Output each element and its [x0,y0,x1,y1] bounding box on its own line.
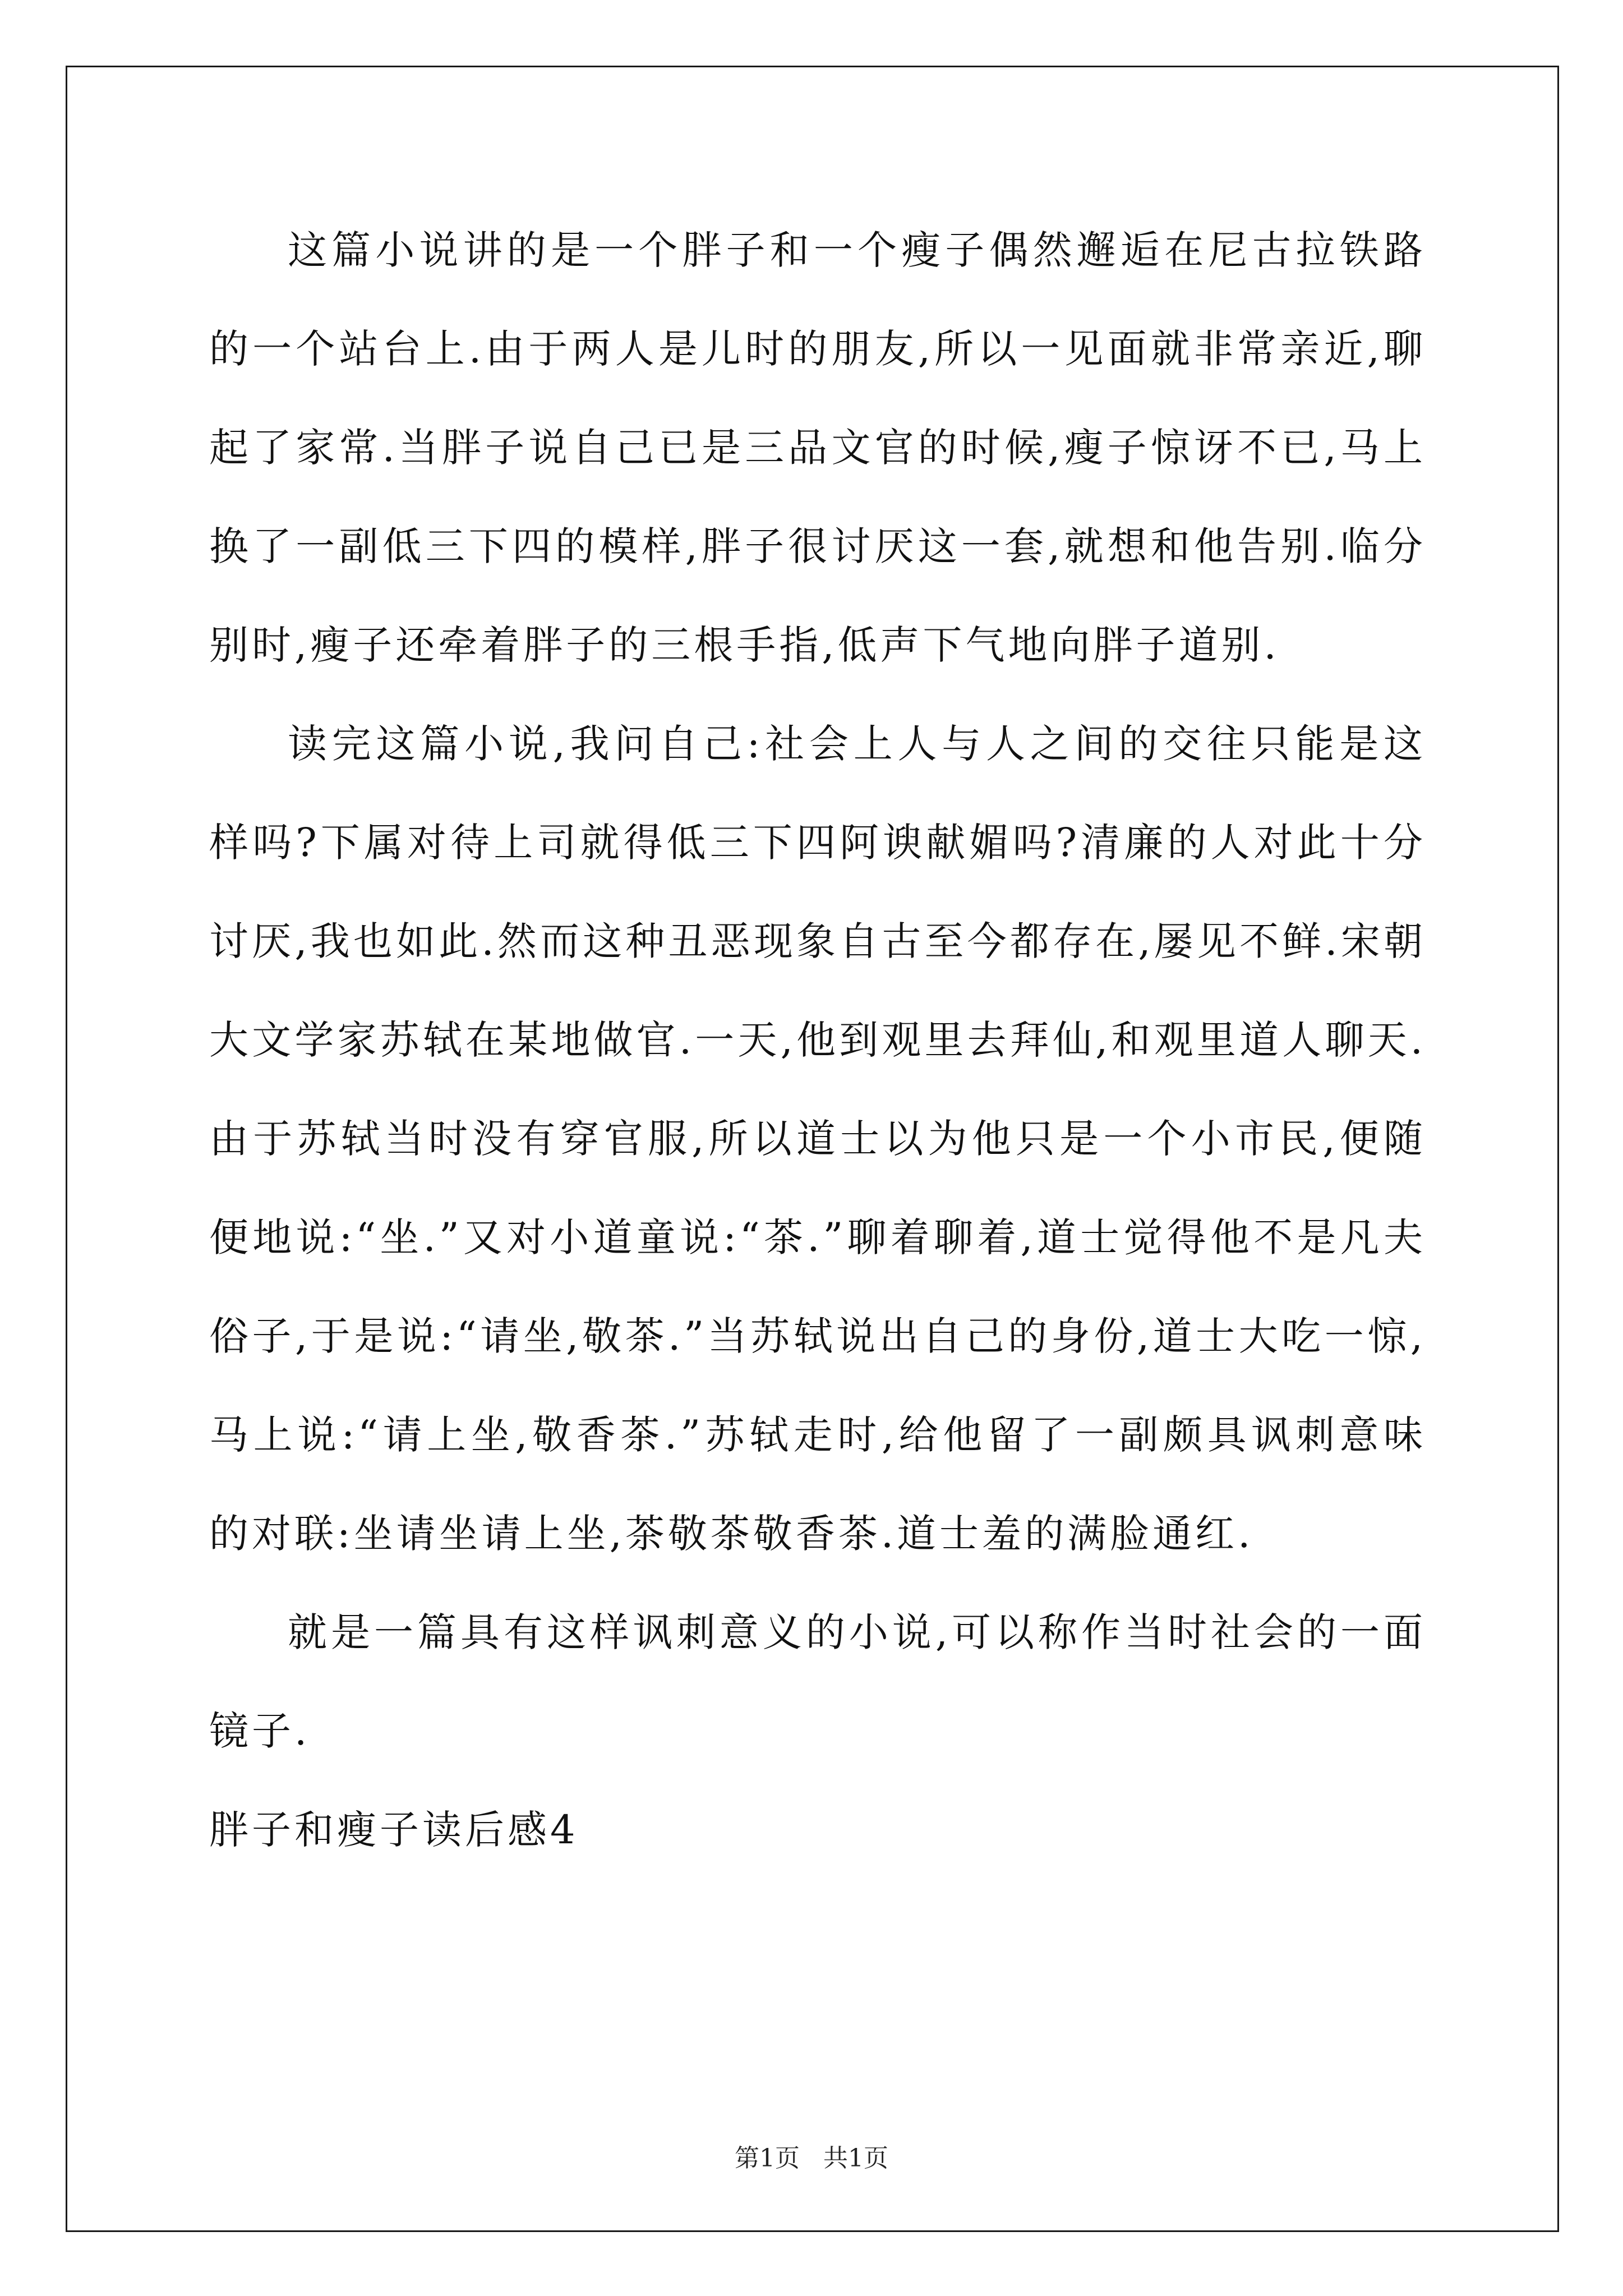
paragraph-2: 读完这篇小说,我问自己:社会上人与人之间的交往只能是这样吗?下属对待上司就得低三下四阿谀献媚吗?清廉的人对此十分讨厌,我也如此.然而这种丑恶现象自古至今都存在,屡见不鲜.宋朝大文学家苏轼在某地做官.一天,他到观里去拜仙,和观里道人聊天.由于苏轼当时没有穿官服,所以道士以为他只是一个小市民,便随便地说:“坐.”又对小道童说:“茶.”聊着聊着,道士觉得他不是凡夫俗子,于是说:“请坐,敬茶.”当苏轼说出自己的身份,道士大吃一惊,马上说:“请上坐,敬香茶.”苏轼走时,给他留了一副颇具讽刺意味的对联:坐请坐请上坐,茶敬茶敬香茶.道士羞的满脸通红. [209,721,1426,1557]
page-number: 第1页 [735,2144,800,2173]
document-body [209,201,1426,1879]
section-heading: 胖子和瘦子读后感4 [209,1807,579,1853]
page-total: 共1页 [823,2144,888,2173]
paragraph-3: 就是一篇具有这样讽刺意义的小说,可以称作当时社会的一面镜子. [209,1609,1426,1754]
paragraph-1: 这篇小说讲的是一个胖子和一个瘦子偶然邂逅在尼古拉铁路的一个站台上.由于两人是儿时的朋友,所以一见面就非常亲近,聊起了家常.当胖子说自己已是三品文官的时候,瘦子惊讶不已,马上换了一副低三下四的模样,胖子很讨厌这一套,就想和他告别.临分别时,瘦子还牵着胖子的三根手指,低声下气地向胖子道别. [209,227,1426,668]
page-footer [0,2142,1623,2175]
